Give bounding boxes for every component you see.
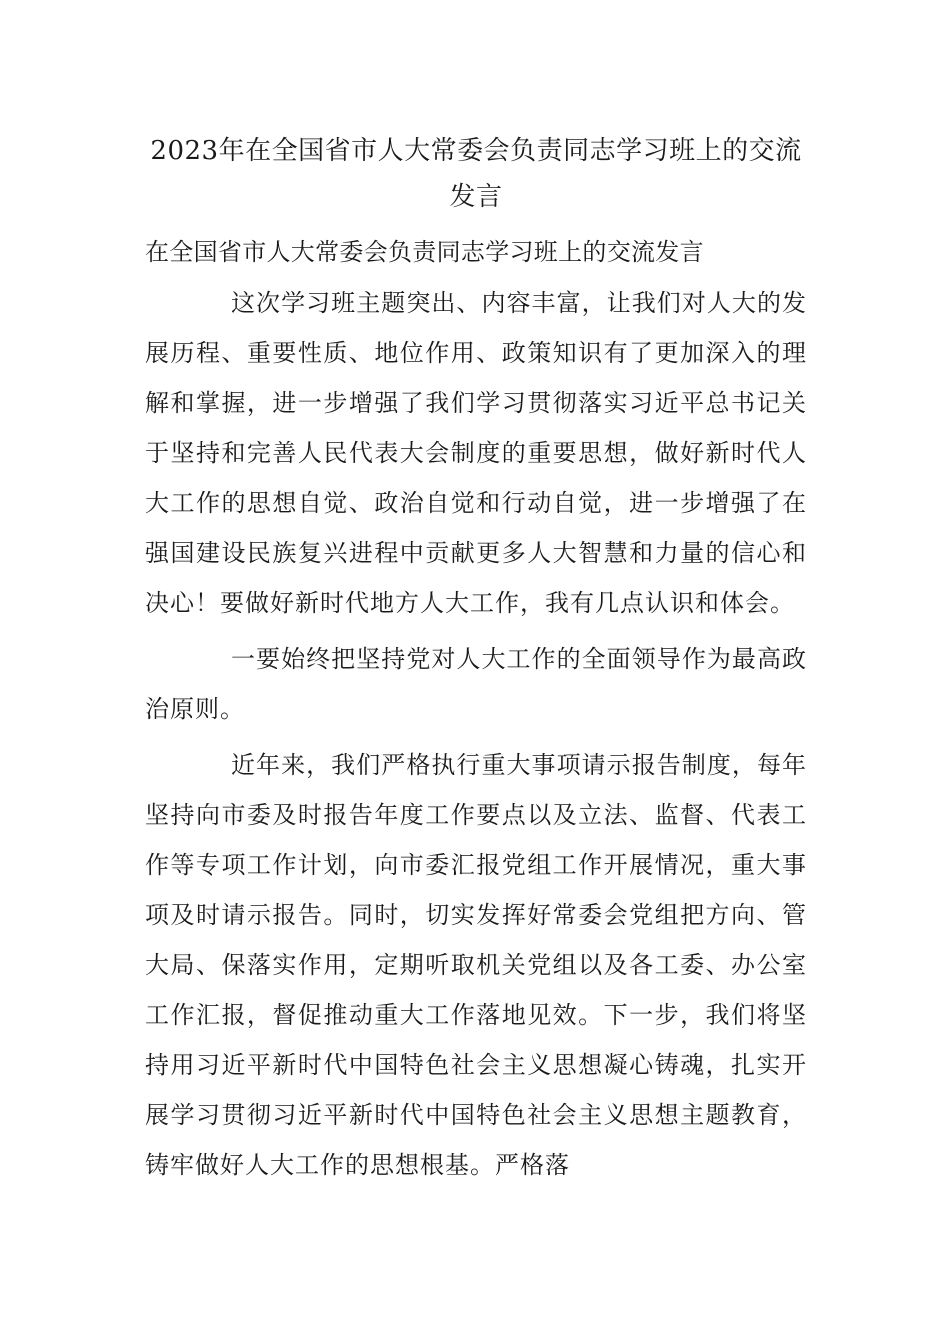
paragraph-recent-years: 近年来，我们严格执行重大事项请示报告制度，每年坚持向市委及时报告年度工作要点以及立法、监督、代表工作等专项工作计划，向市委汇报党组工作开展情况，重大事项及时请示报告。同时，切实发挥好常委会党组把方向、管大局、保落实作用，定期听取机关党组以及各工委、办公室工作汇报，督促推动重大工作落地见效。下一步，我们将坚持用习近平新时代中国特色社会主义思想凝心铸魂，扎实开展学习贯彻习近平新时代中国特色社会主义思想主题教育，铸牢做好人大工作的思想根基。严格落 bbox=[145, 751, 807, 1179]
paragraph-intro: 这次学习班主题突出、内容丰富，让我们对人大的发展历程、重要性质、地位作用、政策知识有了更加深入的理解和掌握，进一步增强了我们学习贯彻落实习近平总书记关于坚持和完善人民代表大会制度的重要思想，做好新时代人大工作的思想自觉、政治自觉和行动自觉，进一步增强了在强国建设民族复兴进程中贡献更多人大智慧和力量的信心和决心！要做好新时代地方人大工作，我有几点认识和体会。 bbox=[145, 289, 807, 617]
document-subtitle: 在全国省市人大常委会负责同志学习班上的交流发言 bbox=[145, 238, 704, 266]
paragraph-point-one: 一要始终把坚持党对人大工作的全面领导作为最高政治原则。 bbox=[145, 645, 807, 723]
document-title: 2023年在全国省市人大常委会负责同志学习班上的交流发言 bbox=[150, 136, 802, 212]
document-page bbox=[145, 128, 807, 1190]
